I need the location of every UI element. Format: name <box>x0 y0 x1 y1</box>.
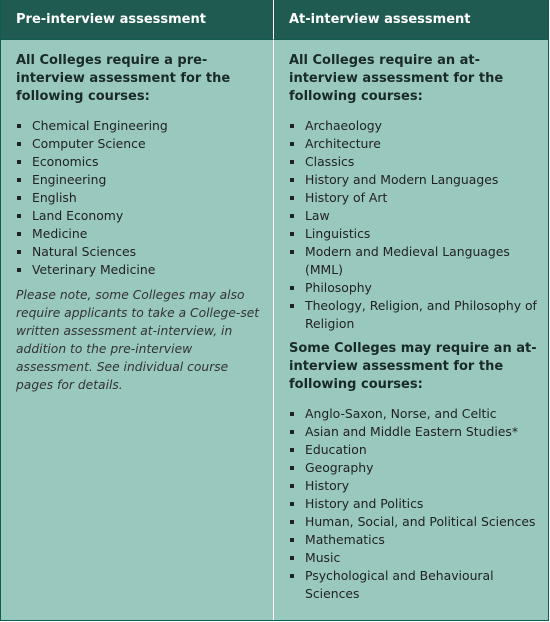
list-item: Classics <box>289 153 538 171</box>
list-item: Anglo-Saxon, Norse, and Celtic <box>289 405 538 423</box>
list-item: Veterinary Medicine <box>16 261 263 279</box>
list-item: Philosophy <box>289 279 538 297</box>
pre-interview-intro: All Colleges require a pre-interview assessment for the following courses: <box>16 53 231 104</box>
list-item: History of Art <box>289 189 538 207</box>
list-item: Education <box>289 441 538 459</box>
list-item: Architecture <box>289 135 538 153</box>
at-interview-optional-list <box>289 405 538 603</box>
list-item: Computer Science <box>16 135 263 153</box>
list-item: Economics <box>16 153 263 171</box>
list-item: Archaeology <box>289 117 538 135</box>
pre-interview-cell <box>1 39 274 620</box>
list-item: Geography <box>289 459 538 477</box>
list-item: Engineering <box>16 171 263 189</box>
pre-interview-note: Please note, some Colleges may also require applicants to take a College-set written assessment at-interview, in addition to the pre-interview assessment. See individual course pages for details. <box>16 288 260 392</box>
list-item: Human, Social, and Political Sciences <box>289 513 538 531</box>
pre-interview-course-list <box>16 117 263 279</box>
list-item: Law <box>289 207 538 225</box>
at-interview-cell <box>274 39 549 620</box>
list-item: History and Modern Languages <box>289 171 538 189</box>
list-item: Chemical Engineering <box>16 117 263 135</box>
list-item: Psychological and Behavioural Sciences <box>289 567 538 603</box>
list-item: Medicine <box>16 225 263 243</box>
list-item: English <box>16 189 263 207</box>
list-item: History and Politics <box>289 495 538 513</box>
list-item: Asian and Middle Eastern Studies* <box>289 423 538 441</box>
list-item: Natural Sciences <box>16 243 263 261</box>
list-item: Land Economy <box>16 207 263 225</box>
list-item: History <box>289 477 538 495</box>
list-item: Music <box>289 549 538 567</box>
at-interview-required-list <box>289 117 538 333</box>
header-at-interview: At-interview assessment <box>274 0 549 39</box>
list-item: Mathematics <box>289 531 538 549</box>
list-item: Linguistics <box>289 225 538 243</box>
list-item: Modern and Medieval Languages (MML) <box>289 243 538 279</box>
header-pre-interview: Pre-interview assessment <box>1 0 274 39</box>
list-item: Theology, Religion, and Philosophy of Religion <box>289 297 538 333</box>
at-interview-optional-intro: Some Colleges may require an at-interview assessment for the following courses: <box>289 341 537 392</box>
at-interview-intro: All Colleges require an at-interview assessment for the following courses: <box>289 53 504 104</box>
